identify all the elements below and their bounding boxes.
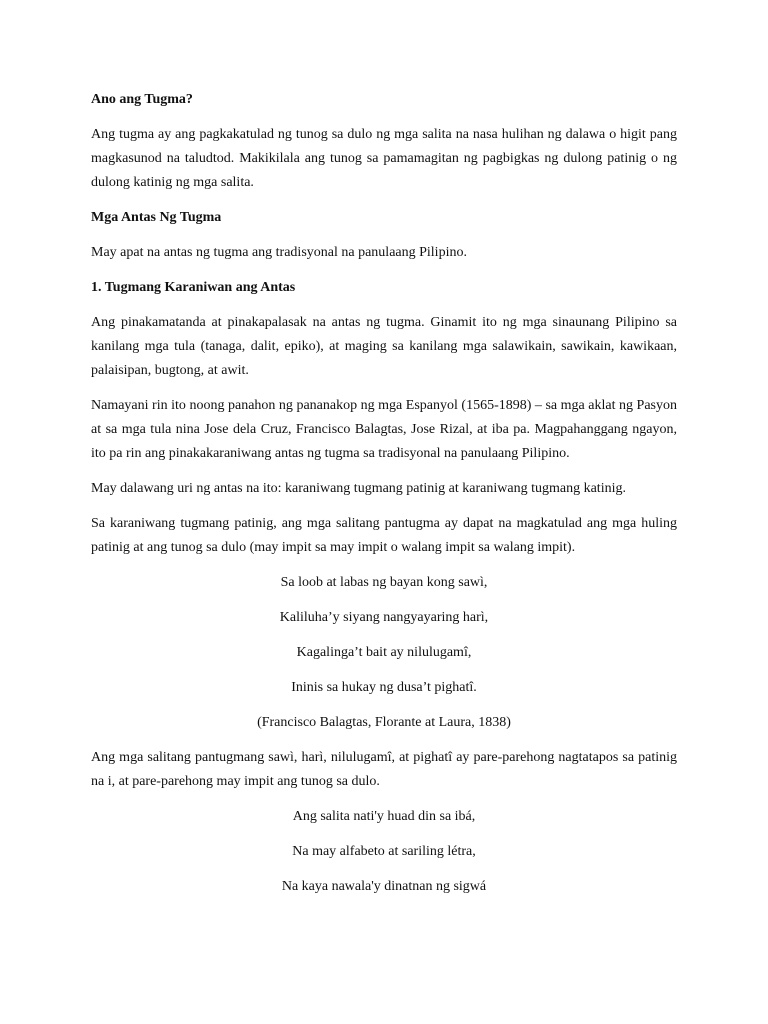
- verse-line: Kagalinga’t bait ay nilulugamî,: [296, 645, 472, 660]
- paragraph-explanation: Ang mga salitang pantugmang sawì, harì, nilulugamî, at pighatî ay pare-parehong nagtatapos sa patinig na i, at pare-parehong may impit ang tunog sa dulo.: [91, 750, 677, 789]
- verse-citation: (Francisco Balagtas, Florante at Laura, 1838): [257, 715, 511, 730]
- paragraph-definition: Ang tugma ay ang pagkakatulad ng tunog sa dulo ng mga salita na nasa hulihan ng dalawa o higit pang magkasunod na taludtod. Makikilala ang tunog sa pamamagitan ng pagbigkas ng dulong patinig o ng dulong katinig ng mga salita.: [91, 127, 677, 190]
- verse-line: Sa loob at labas ng bayan kong sawì,: [280, 575, 488, 590]
- paragraph-karaniwan-4: Sa karaniwang tugmang patinig, ang mga salitang pantugma ay dapat na magkatulad ang mga huling patinig at ang tunog sa dulo (may impit sa may impit o walang impit sa walang impit).: [91, 516, 677, 555]
- verse-line: Na may alfabeto at sariling létra,: [292, 844, 476, 859]
- paragraph-karaniwan-2: Namayani rin ito noong panahon ng pananakop ng mga Espanyol (1565-1898) – sa mga aklat ng Pasyon at sa mga tula nina Jose dela Cruz, Francisco Balagtas, Jose Rizal, at iba pa. Magpahanggang ngayon, ito pa rin ang pinakakaraniwang antas ng tugma sa tradisyonal na panulaang Pilipino.: [91, 398, 677, 461]
- verse-line: Ang salita nati'y huad din sa ibá,: [292, 809, 476, 824]
- document-page: [91, 88, 677, 910]
- verse-line: Na kaya nawala'y dinatnan ng sigwá: [281, 879, 487, 894]
- paragraph-antas-intro: May apat na antas ng tugma ang tradisyonal na panulaang Pilipino.: [91, 245, 467, 260]
- section-heading-mga-antas: Mga Antas Ng Tugma: [91, 210, 222, 225]
- paragraph-karaniwan-1: Ang pinakamatanda at pinakapalasak na antas ng tugma. Ginamit ito ng mga sinaunang Pilipino sa kanilang mga tula (tanaga, dalit, epiko), at maging sa kanilang mga salawikain, sawikain, kawikaan, palaisipan, bugtong, at awit.: [91, 315, 677, 378]
- paragraph-karaniwan-3: May dalawang uri ng antas na ito: karaniwang tugmang patinig at karaniwang tugmang katinig.: [91, 481, 626, 496]
- verse-line: Kaliluha’y siyang nangyayaring harì,: [279, 610, 489, 625]
- section-heading-tugmang-karaniwan: 1. Tugmang Karaniwan ang Antas: [91, 280, 296, 295]
- section-heading-ano-ang-tugma: Ano ang Tugma?: [91, 92, 193, 107]
- verse-line: Ininis sa hukay ng dusa’t pighatî.: [291, 680, 477, 695]
